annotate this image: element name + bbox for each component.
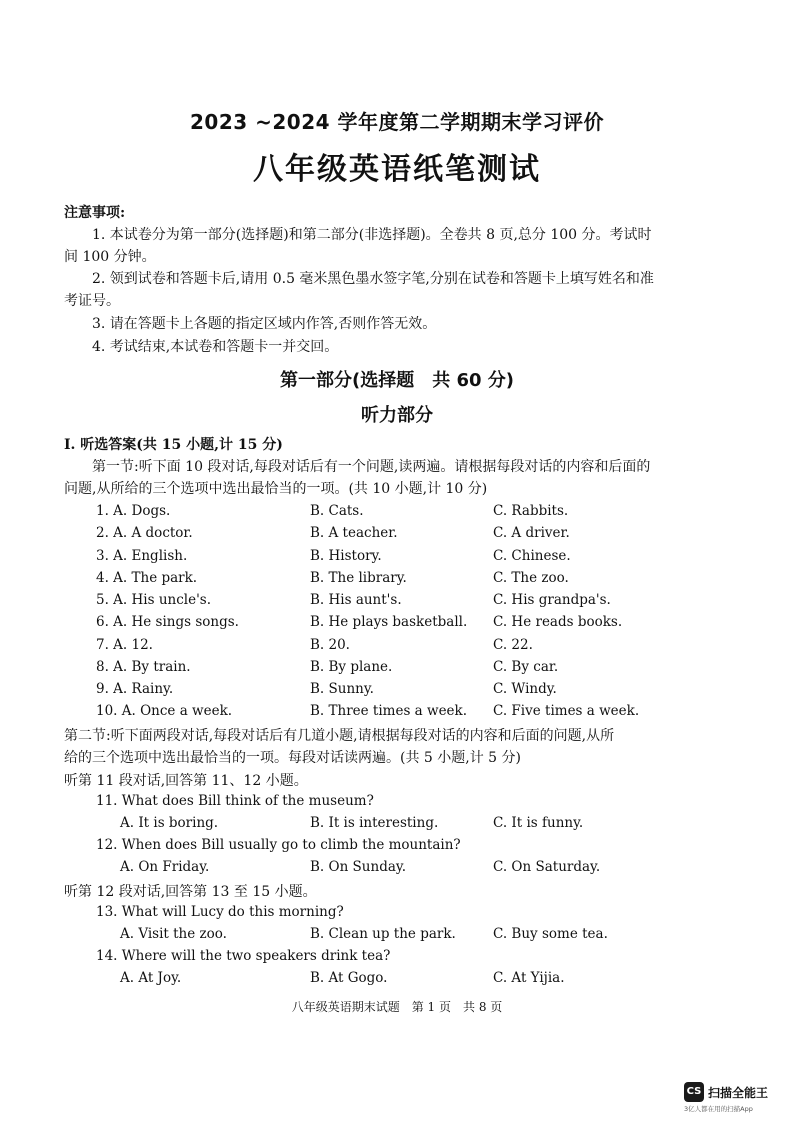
option-b: B. 20. — [310, 637, 350, 653]
option-a: A. Visit the zoo. — [120, 926, 227, 942]
option-a: 2. A. A doctor. — [96, 525, 193, 541]
option-b: B. Sunny. — [310, 681, 374, 697]
camscanner-logo-icon: CS — [684, 1082, 704, 1102]
option-b: B. Cats. — [310, 503, 364, 519]
exam-term-title: 2023 ~2024 学年度第二学期期末学习评价 — [189, 110, 604, 134]
option-c: C. By car. — [493, 659, 559, 675]
option-b: B. Clean up the park. — [310, 926, 456, 942]
question-stem: 13. What will Lucy do this morning? — [96, 904, 344, 920]
dialog-instruction: 听第 11 段对话,回答第 11、12 小题。 — [64, 773, 308, 789]
option-c: C. At Yijia. — [493, 970, 565, 986]
option-a: 3. A. English. — [96, 548, 188, 564]
option-c: C. Windy. — [493, 681, 557, 697]
note-line: 1. 本试卷分为第一部分(选择题)和第二部分(非选择题)。全卷共 8 页,总分 100 分。考试时 — [92, 227, 652, 243]
option-a: 4. A. The park. — [96, 570, 198, 586]
option-c: C. Chinese. — [493, 548, 571, 564]
camscanner-watermark — [684, 1082, 784, 1114]
section-one-instructions: 问题,从所给的三个选项中选出最恰当的一项。(共 10 小题,计 10 分) — [64, 481, 488, 497]
note-line: 3. 请在答题卡上各题的指定区域内作答,否则作答无效。 — [92, 316, 437, 332]
section-heading: Ⅰ. 听选答案(共 15 小题,计 15 分) — [64, 437, 283, 453]
option-b: B. History. — [310, 548, 382, 564]
section-two-instructions: 第二节:听下面两段对话,每段对话后有几道小题,请根据每段对话的内容和后面的问题,从所 — [64, 728, 615, 744]
notes-heading: 注意事项: — [64, 205, 126, 221]
option-b: B. The library. — [310, 570, 407, 586]
note-line: 2. 领到试卷和答题卡后,请用 0.5 毫米黑色墨水签字笔,分别在试卷和答题卡上填写姓名和准 — [92, 271, 654, 287]
option-c: C. 22. — [493, 637, 533, 653]
option-c: C. It is funny. — [493, 815, 584, 831]
watermark-tagline: 3亿人都在用的扫描App — [684, 1105, 753, 1113]
option-a: 5. A. His uncle's. — [96, 592, 212, 608]
note-line: 间 100 分钟。 — [64, 249, 156, 265]
option-c: C. A driver. — [493, 525, 570, 541]
option-b: B. He plays basketball. — [310, 614, 468, 630]
option-b: B. At Gogo. — [310, 970, 388, 986]
section-two-instructions: 给的三个选项中选出最恰当的一项。每段对话读两遍。(共 5 小题,计 5 分) — [64, 750, 521, 766]
note-line: 考证号。 — [64, 293, 120, 309]
option-b: B. On Sunday. — [310, 859, 407, 875]
part-one-title: 第一部分(选择题 共 60 分) — [279, 370, 515, 391]
option-a: A. On Friday. — [120, 859, 210, 875]
option-b: B. It is interesting. — [310, 815, 439, 831]
option-c: C. Five times a week. — [493, 703, 640, 719]
option-c: C. The zoo. — [493, 570, 569, 586]
section-one-instructions: 第一节:听下面 10 段对话,每段对话后有一个问题,读两遍。请根据每段对话的内容和后面的 — [92, 459, 651, 475]
option-a: 8. A. By train. — [96, 659, 191, 675]
option-a: 1. A. Dogs. — [96, 503, 171, 519]
option-c: C. He reads books. — [493, 614, 623, 630]
option-b: B. By plane. — [310, 659, 393, 675]
note-line: 4. 考试结束,本试卷和答题卡一并交回。 — [92, 339, 339, 355]
option-a: 10. A. Once a week. — [96, 703, 233, 719]
option-a: 6. A. He sings songs. — [96, 614, 239, 630]
option-a: A. It is boring. — [120, 815, 219, 831]
dialog-instruction: 听第 12 段对话,回答第 13 至 15 小题。 — [64, 884, 317, 900]
watermark-name: 扫描全能王 — [708, 1086, 769, 1100]
option-a: A. At Joy. — [120, 970, 182, 986]
page-footer: 八年级英语期末试题 第 1 页 共 8 页 — [291, 1000, 503, 1014]
exam-subject-title: 八年级英语纸笔测试 — [253, 152, 541, 187]
listening-section-title: 听力部分 — [361, 405, 433, 426]
option-b: B. A teacher. — [310, 525, 398, 541]
option-b: B. His aunt's. — [310, 592, 402, 608]
option-a: 7. A. 12. — [96, 637, 153, 653]
option-c: C. Rabbits. — [493, 503, 569, 519]
option-c: C. Buy some tea. — [493, 926, 608, 942]
option-c: C. His grandpa's. — [493, 592, 611, 608]
option-a: 9. A. Rainy. — [96, 681, 174, 697]
question-stem: 11. What does Bill think of the museum? — [96, 793, 374, 809]
question-stem: 14. Where will the two speakers drink tea? — [96, 948, 391, 964]
option-c: C. On Saturday. — [493, 859, 601, 875]
question-stem: 12. When does Bill usually go to climb the mountain? — [96, 837, 461, 853]
option-b: B. Three times a week. — [310, 703, 468, 719]
